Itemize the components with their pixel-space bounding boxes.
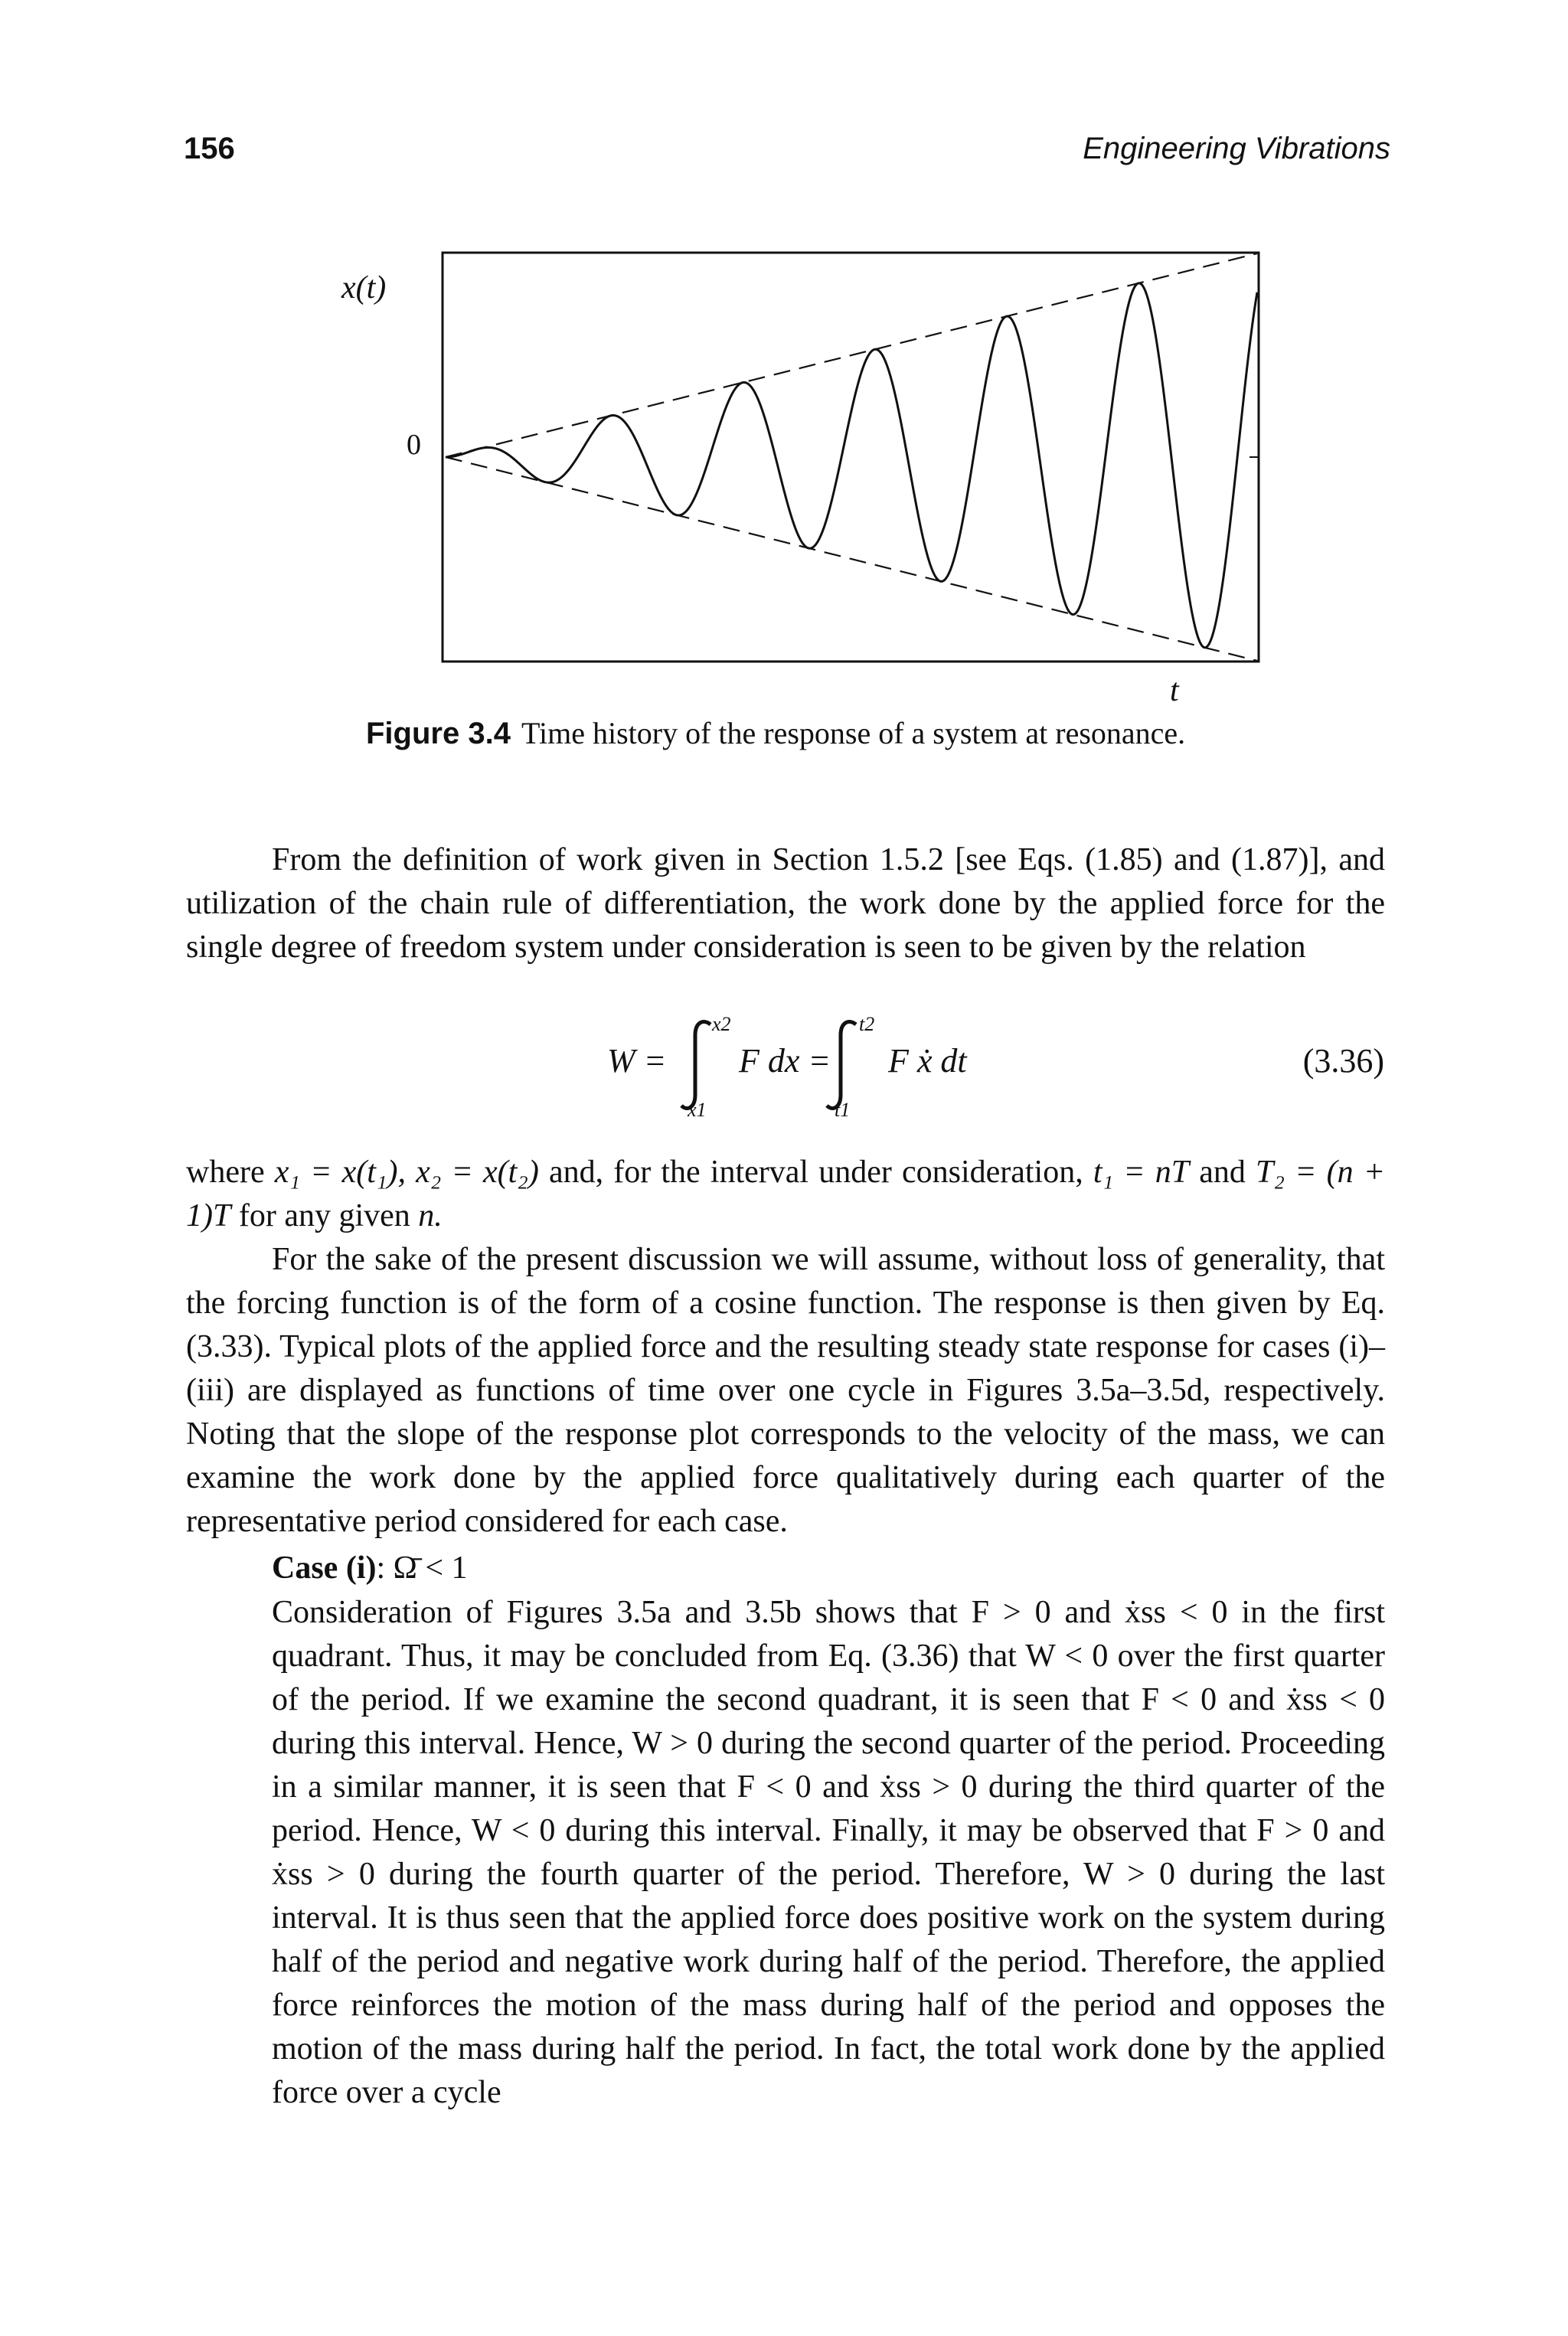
plot-frame	[443, 253, 1259, 662]
response-curve	[446, 283, 1257, 648]
integral-sign-2	[827, 1021, 856, 1108]
case-i-condition: Ω̄ < 1	[393, 1550, 468, 1586]
int1-lower: x1	[688, 1099, 707, 1116]
paragraph-work-definition: From the definition of work given in Section 1.5.2 [see Eqs. (1.85) and (1.87)], and utilization of the chain rule of differentiation, the work done by the applied force for the single degree of freedom system under consideration is seen to be given by the relation	[186, 842, 1385, 965]
resonance-figure	[0, 0, 1568, 766]
int2-body: F ẋ dt	[888, 1042, 967, 1080]
int1-upper: x2	[712, 1013, 731, 1035]
equation-number: (3.36)	[1302, 1042, 1384, 1080]
int2-upper: t2	[859, 1013, 875, 1035]
envelope-lower	[446, 457, 1257, 661]
paragraph-cosine-forcing: For the sake of the present discussion we will assume, without loss of generality, that the forcing function is of the form of a cosine function. The response is then given by Eq. (3.33). Typical plots of the applied force and the resulting steady state response for cases (i)–(iii) are displayed as functions of time over one cycle in Figures 3.5a–3.5d, respectively. Noting that the slope of the response plot corresponds to the velocity of the mass, we can examine the work done by the applied force qualitatively during each quarter of the representative period considered for each case.	[186, 1242, 1385, 1539]
caption-text: Time history of the response of a system at resonance.	[521, 716, 1186, 750]
y-axis-label: x(t)	[341, 270, 387, 305]
eq-lhs: W =	[607, 1042, 667, 1080]
int1-body: F dx =	[739, 1042, 831, 1080]
where-n: n.	[418, 1198, 443, 1233]
integral-sign-1	[681, 1021, 710, 1108]
where-tail: for any given	[238, 1198, 410, 1233]
where-and: and	[1199, 1155, 1246, 1190]
where-mid: and, for the interval under consideration,	[548, 1155, 1083, 1190]
case-i-heading: Case (i): Ω̄ < 1	[272, 1550, 468, 1586]
equation-3-36	[0, 1009, 1568, 1116]
paragraph-where	[186, 1151, 1385, 1238]
where-word: where	[186, 1155, 265, 1190]
caption-label: Figure 3.4	[366, 717, 511, 750]
x-axis-label: t	[1170, 673, 1179, 708]
case-i-text: Consideration of Figures 3.5a and 3.5b shows that F > 0 and ẋss < 0 in the first quadrant. Thus, it may be concluded from Eq. (3.36) that W < 0 over the first quarter of the period. If we examine the second quadrant, it is seen that F < 0 and ẋss < 0 during this interval. Hence, W > 0 during the second quarter of the period. Proceeding in a similar manner, it is seen that F < 0 and ẋss > 0 during the third quarter of the period. Hence, W < 0 during this interval. Finally, it may be observed that F > 0 and ẋss > 0 during the fourth quarter of the period. Therefore, W > 0 during the last interval. It is thus seen that the applied force does positive work on the system during half of the period and negative work during half of the period. Therefore, the applied force reinforces the motion of the mass during half of the period and opposes the motion of the mass during half the period. In fact, the total work done by the applied force over a cycle	[272, 1595, 1385, 2110]
zero-tick-label: 0	[407, 429, 421, 461]
where-t1: t₁ = nT	[1093, 1155, 1190, 1190]
running-header-title: Engineering Vibrations	[1083, 132, 1390, 165]
case-i-title: Case (i)	[272, 1550, 377, 1586]
figure-caption	[366, 715, 1185, 751]
where-t2: T₂ = (n + 1)T	[186, 1155, 1386, 1233]
where-defs: x₁ = x(t₁), x₂ = x(t₂)	[274, 1155, 539, 1190]
int2-lower: t1	[835, 1099, 851, 1116]
series-layer	[446, 253, 1257, 661]
page-number: 156	[184, 132, 235, 165]
envelope-upper	[446, 253, 1257, 457]
